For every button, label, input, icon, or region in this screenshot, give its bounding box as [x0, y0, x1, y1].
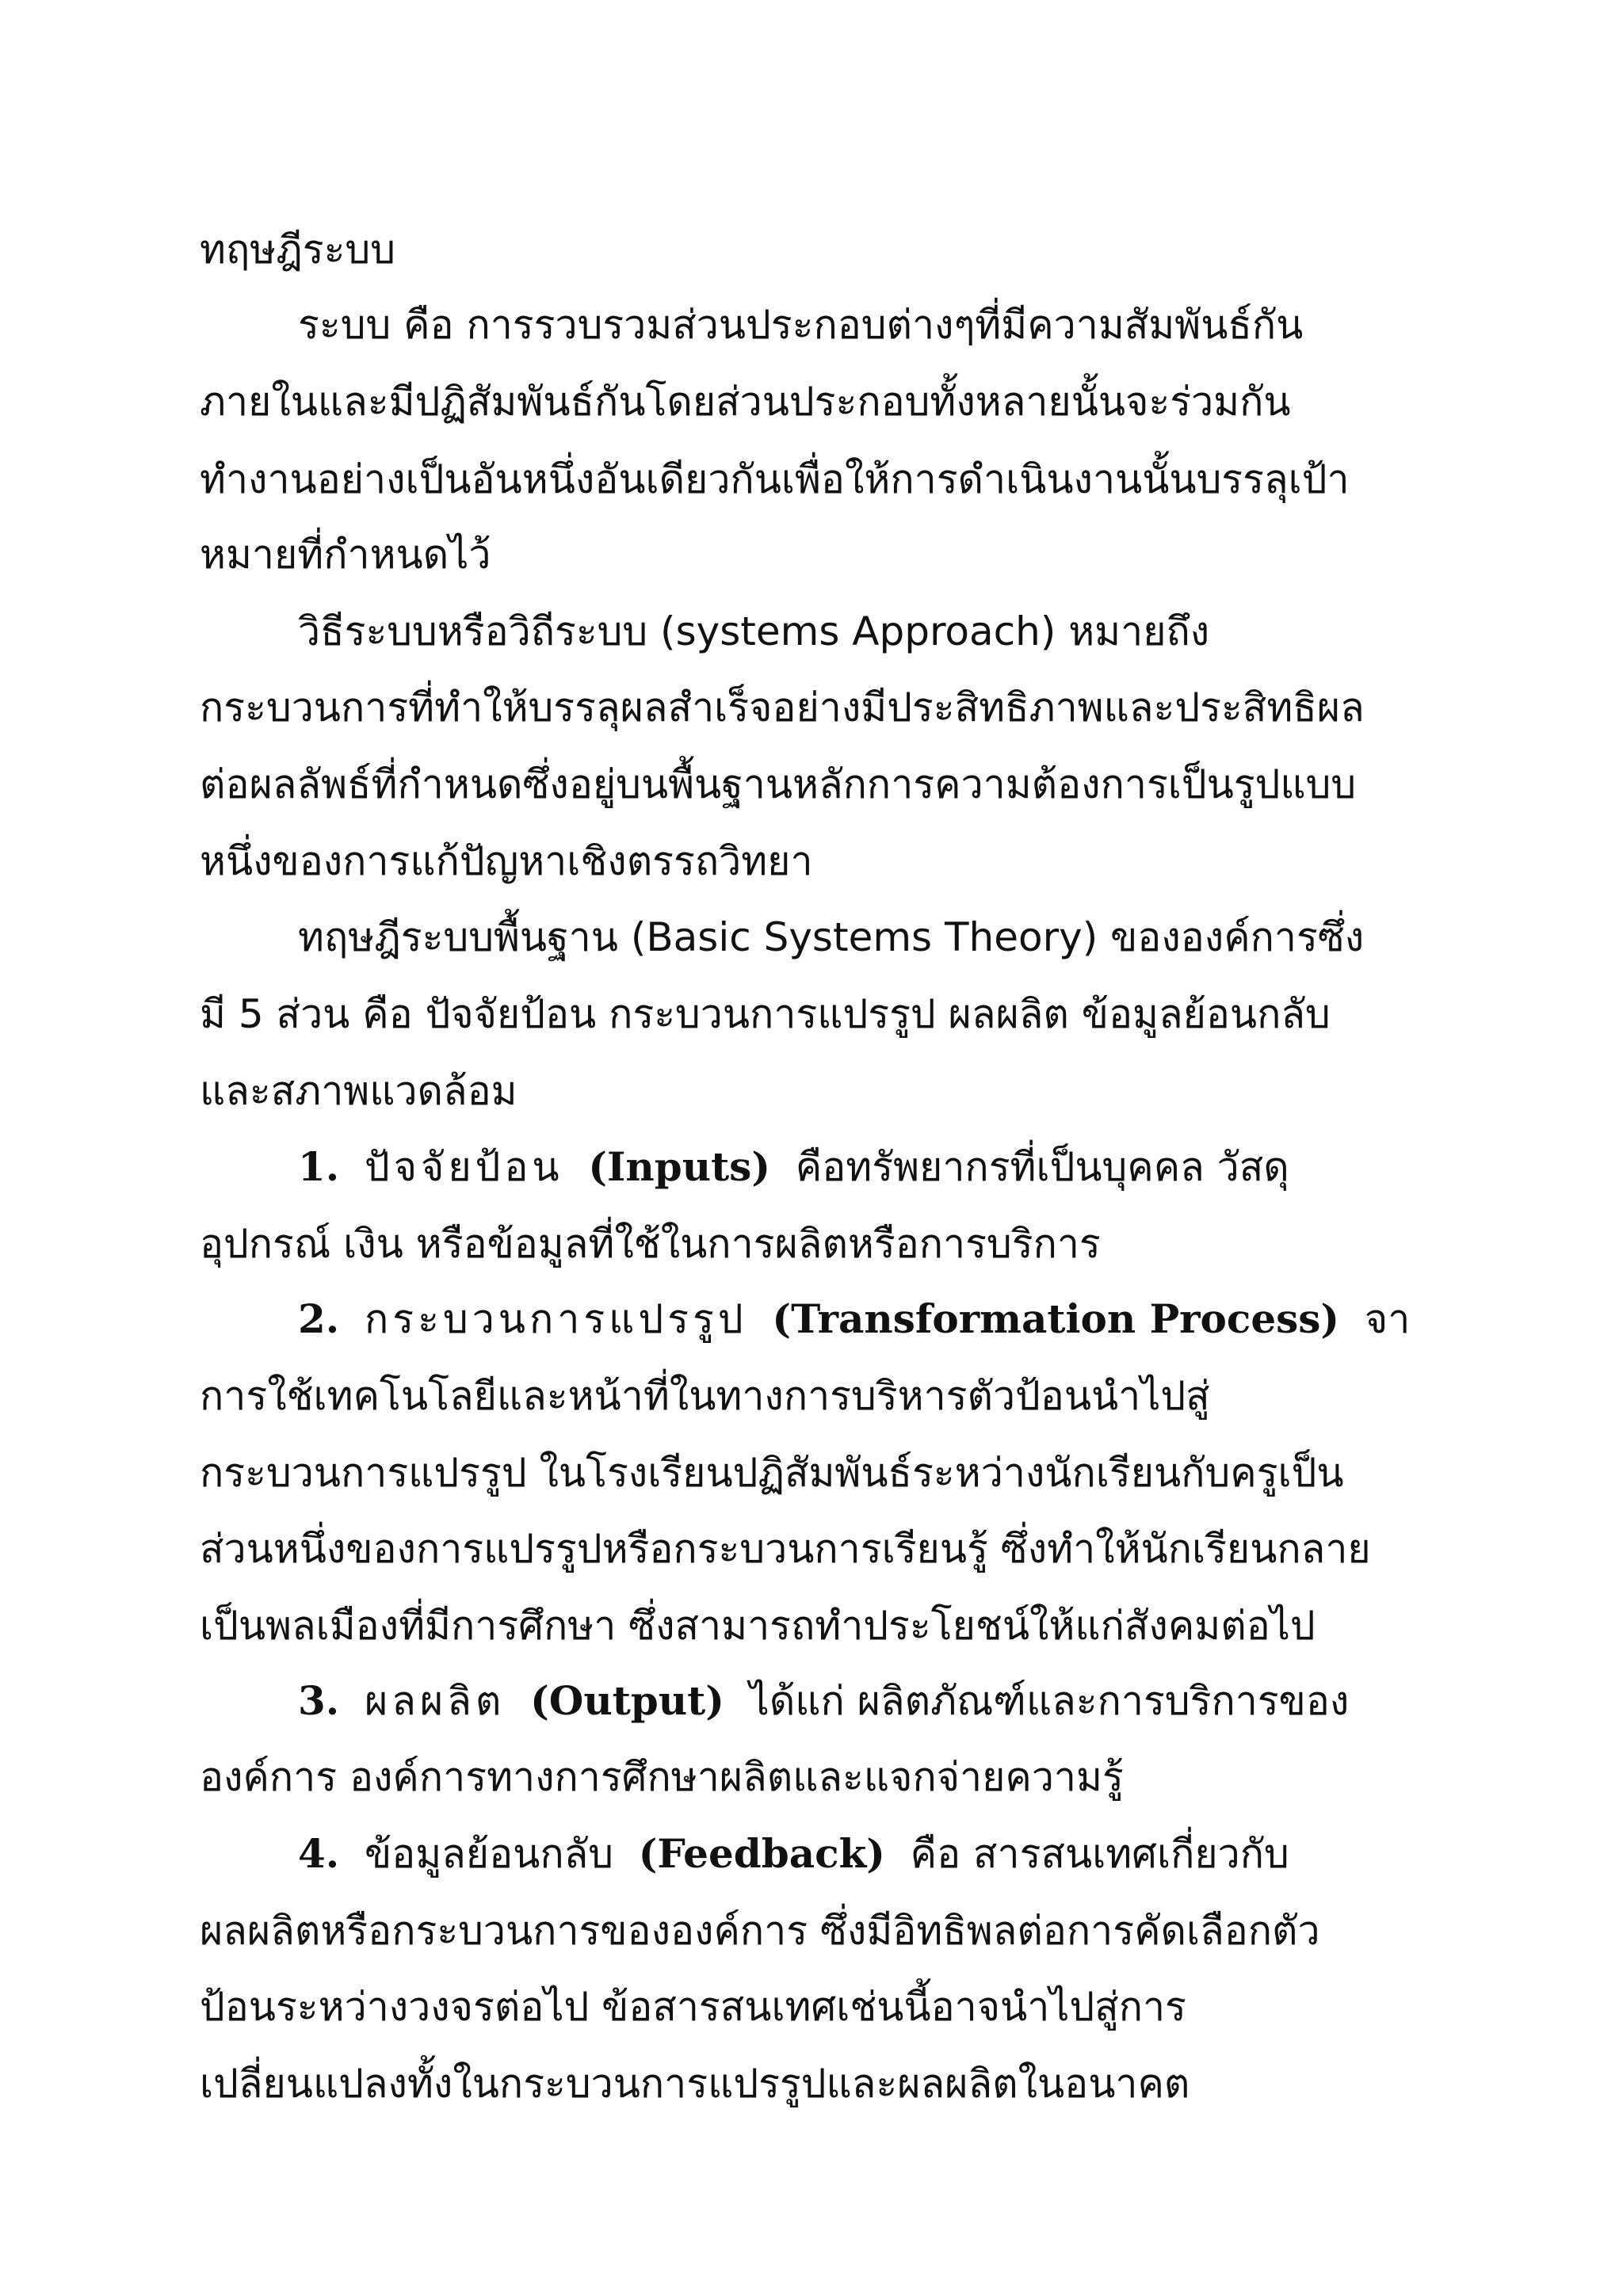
- list-item-term: กระบวนการแปรรูป: [365, 1296, 747, 1342]
- list-item-text: ได้แก่ ผลิตภัณฑ์และการบริการของ: [749, 1678, 1350, 1724]
- paragraph-line: อุปกรณ์ เงิน หรือข้อมูลที่ใช้ในการผลิตหรือการบริการ: [200, 1221, 1101, 1267]
- paragraph-line: วิธีระบบหรือวิถีระบบ (systems Approach) หมายถึง: [298, 608, 1210, 654]
- list-item-term: ปัจจัยป้อน: [365, 1144, 563, 1190]
- list-item-number: 3.: [298, 1677, 340, 1724]
- list-item-3: [298, 1677, 1350, 1724]
- list-item-text: คือทรัพยากรที่เป็นบุคคล วัสดุ: [795, 1144, 1289, 1190]
- paragraph-line: หนึ่งของการแก้ปัญหาเชิงตรรถวิทยา: [200, 838, 813, 884]
- paragraph-line: ต่อผลลัพธ์ที่กำหนดซึ่งอยู่บนพื้นฐานหลักการความต้องการเป็นรูปแบบ: [200, 761, 1357, 807]
- list-item-english-term: (Feedback): [638, 1830, 885, 1877]
- list-item-english-term: (Output): [530, 1677, 724, 1724]
- paragraph-line: ผลผลิตหรือกระบวนการขององค์การ ซึ่งมีอิทธิพลต่อการคัดเลือกตัว: [200, 1908, 1320, 1954]
- paragraph-line: ป้อนระหว่างวงจรต่อไป ข้อสารสนเทศเช่นนี้อาจนำไปสู่การ: [200, 1984, 1186, 2030]
- list-item-2: [298, 1295, 1411, 1342]
- paragraph-line: ภายในและมีปฏิสัมพันธ์กันโดยส่วนประกอบทั้งหลายนั้นจะร่วมกัน: [200, 379, 1291, 425]
- paragraph-line: มี 5 ส่วน คือ ปัจจัยป้อน กระบวนการแปรรูป ผลผลิต ข้อมูลย้อนกลับ: [200, 991, 1331, 1037]
- paragraph-line: กระบวนการที่ทำให้บรรลุผลสำเร็จอย่างมีประสิทธิภาพและประสิทธิผล: [200, 685, 1365, 730]
- list-item-english-term: (Transformation Process): [772, 1295, 1340, 1342]
- paragraph-line: องค์การ องค์การทางการศึกษาผลิตและแจกจ่ายความรู้: [200, 1754, 1124, 1800]
- list-item-number: 4.: [298, 1830, 340, 1877]
- list-item-1: [298, 1143, 1289, 1190]
- list-item-term: ผลผลิต: [365, 1678, 506, 1724]
- paragraph-line: ทำงานอย่างเป็นอันหนึ่งอันเดียวกันเพื่อให้การดำเนินงานนั้นบรรลุเป้า: [200, 456, 1350, 502]
- paragraph-line: ทฤษฎีระบบพื้นฐาน (Basic Systems Theory) ขององค์การซึ่ง: [298, 914, 1365, 960]
- paragraph-line: กระบวนการแปรรูป ในโรงเรียนปฏิสัมพันธ์ระหว่างนักเรียนกับครูเป็น: [200, 1450, 1344, 1496]
- paragraph-line: การใช้เทคโนโลยีและหน้าที่ในทางการบริหารตัวป้อนนำไปสู่: [200, 1373, 1210, 1419]
- list-item-english-term: (Inputs): [588, 1143, 770, 1190]
- list-item-number: 1.: [298, 1143, 340, 1190]
- list-item-number: 2.: [298, 1295, 340, 1342]
- paragraph-line: เปลี่ยนแปลงทั้งในกระบวนการแปรรูปและผลผลิตในอนาคต: [200, 2061, 1190, 2107]
- paragraph-line: ระบบ คือ การรวบรวมส่วนประกอบต่างๆที่มีความสัมพันธ์กัน: [298, 302, 1304, 348]
- list-item-text: จา: [1364, 1296, 1411, 1342]
- list-item-term: ข้อมูลย้อนกลับ: [365, 1831, 613, 1877]
- list-item-4: [298, 1830, 1289, 1877]
- paragraph-line: หมายที่กำหนดไว้: [200, 532, 491, 578]
- paragraph-line: และสภาพแวดล้อม: [200, 1068, 517, 1114]
- document-heading: ทฤษฎีระบบ: [200, 227, 395, 273]
- list-item-text: คือ สารสนเทศเกี่ยวกับ: [910, 1831, 1289, 1877]
- paragraph-line: ส่วนหนึ่งของการแปรรูปหรือกระบวนการเรียนรู้ ซึ่งทำให้นักเรียนกลาย: [200, 1526, 1371, 1572]
- paragraph-line: เป็นพลเมืองที่มีการศึกษา ซึ่งสามารถทำประโยชน์ให้แก่สังคมต่อไป: [200, 1603, 1316, 1649]
